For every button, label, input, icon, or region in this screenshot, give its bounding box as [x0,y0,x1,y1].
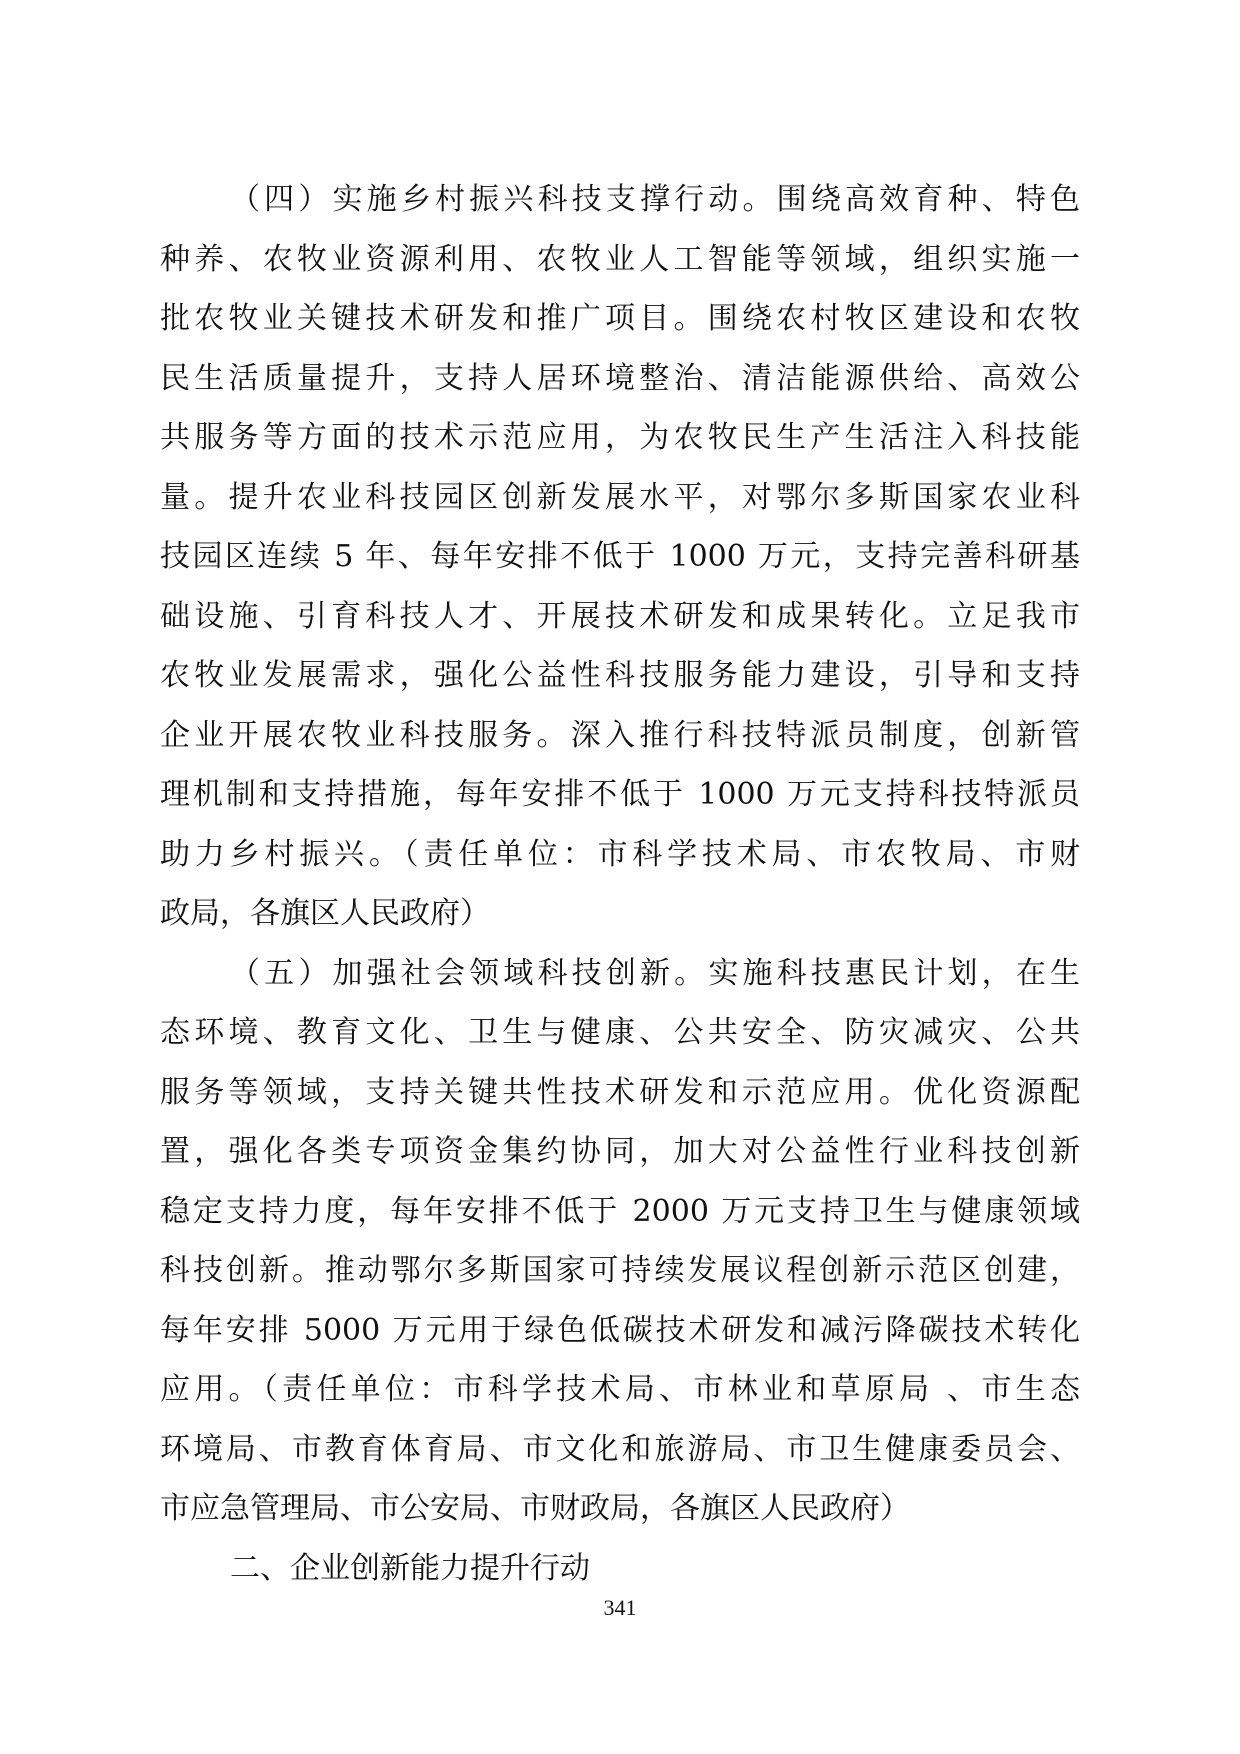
paragraph-5-line-4: 置，强化各类专项资金集约协同，加大对公益性行业科技创新 [160,1134,1080,1169]
paragraph-4-line-5: 共服务等方面的技术示范应用，为农牧民生产生活注入科技能 [160,420,1080,455]
paragraph-4-line-2: 种养、农牧业资源利用、农牧业人工智能等领域，组织实施一 [160,241,1080,277]
paragraph-4-line-11: 理机制和支持措施，每年安排不低于 1000 万元支持科技特派员 [160,777,1080,812]
page-number: 341 [603,1595,637,1620]
paragraph-5-line-3: 服务等领域，支持关键共性技术研发和示范应用。优化资源配 [160,1074,1080,1110]
paragraph-5-line-9: 环境局、市教育体育局、市文化和旅游局、市卫生健康委员会、 [160,1431,1080,1467]
paragraph-5-line-1: （五）加强社会领域科技创新。实施科技惠民计划，在生 [230,955,1080,991]
paragraph-5-line-5: 稳定支持力度，每年安排不低于 2000 万元支持卫生与健康领域 [160,1193,1080,1229]
paragraph-4-line-13: 政局，各旗区人民政府） [160,896,490,931]
paragraph-4-line-12: 助力乡村振兴。（责任单位：市科学技术局、市农牧局、市财 [160,836,1080,872]
paragraph-4-line-1: （四）实施乡村振兴科技支撑行动。围绕高效育种、特色 [230,182,1080,217]
paragraph-4-line-7: 技园区连续 5 年、每年安排不低于 1000 万元，支持完善科研基 [160,539,1080,574]
paragraph-5-line-8: 应用。（责任单位：市科学技术局、市林业和草原局 、市生态 [160,1372,1080,1407]
paragraph-5-line-7: 每年安排 5000 万元用于绿色低碳技术研发和减污降碳技术转化 [160,1312,1080,1348]
section-heading: 二、企业创新能力提升行动 [230,1550,590,1586]
paragraph-5-line-2: 态环境、教育文化、卫生与健康、公共安全、防灾减灾、公共 [160,1015,1080,1050]
paragraph-4-line-6: 量。提升农业科技园区创新发展水平，对鄂尔多斯国家农业科 [160,479,1080,515]
paragraph-5-line-10: 市应急管理局、市公安局、市财政局，各旗区人民政府） [160,1491,910,1526]
paragraph-4-line-9: 农牧业发展需求，强化公益性科技服务能力建设，引导和支持 [160,658,1080,693]
body-text [160,170,1080,1598]
paragraph-5-line-6: 科技创新。推动鄂尔多斯国家可持续发展议程创新示范区创建， [160,1253,1080,1288]
paragraph-4-line-4: 民生活质量提升，支持人居环境整治、清洁能源供给、高效公 [160,360,1080,396]
paragraph-4-line-8: 础设施、引育科技人才、开展技术研发和成果转化。立足我市 [160,598,1080,634]
paragraph-4-line-10: 企业开展农牧业科技服务。深入推行科技特派员制度，创新管 [160,717,1080,753]
paragraph-4-line-3: 批农牧业关键技术研发和推广项目。围绕农村牧区建设和农牧 [160,301,1080,336]
